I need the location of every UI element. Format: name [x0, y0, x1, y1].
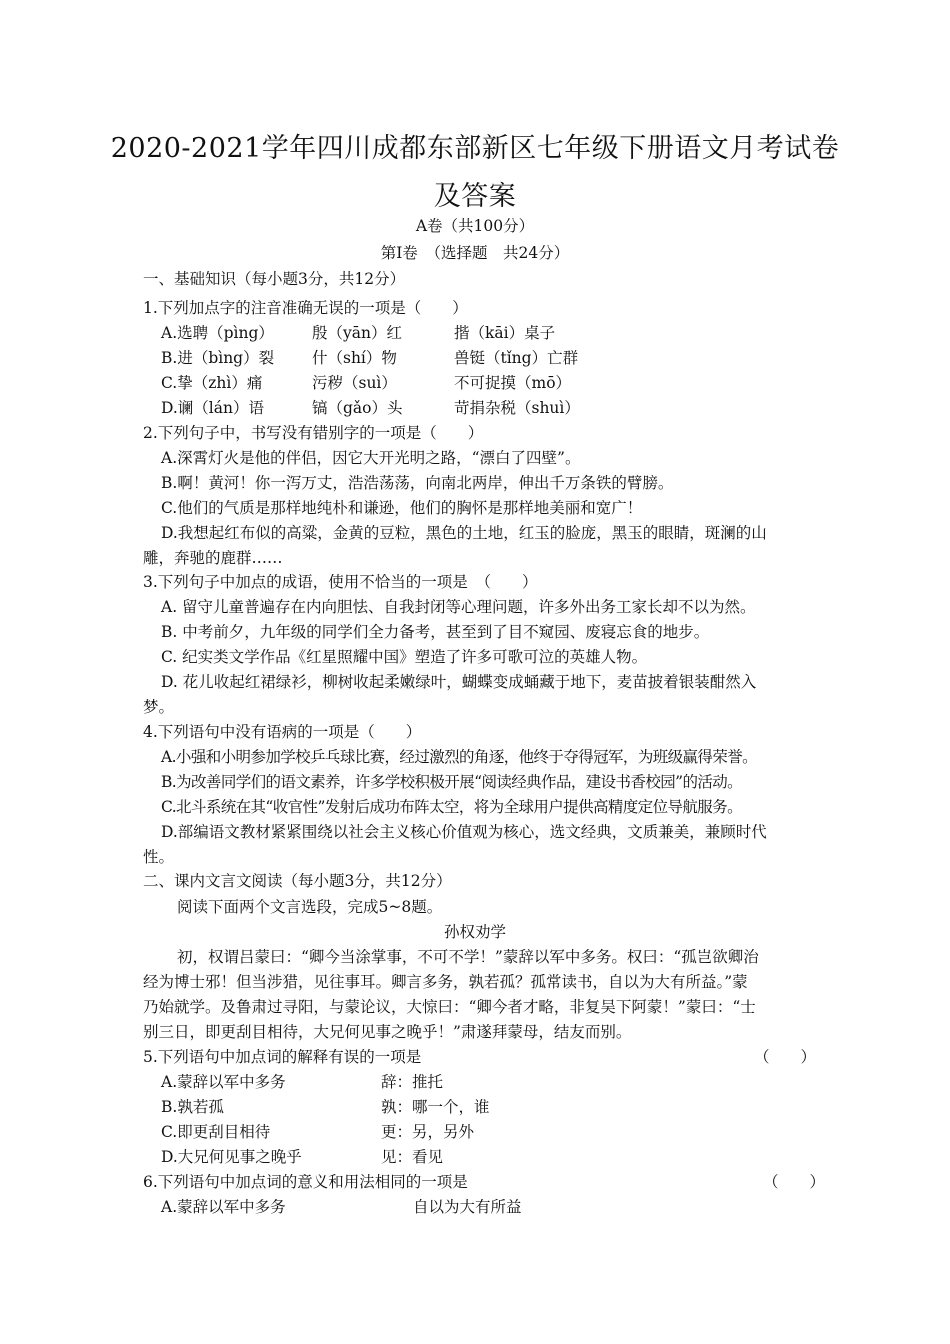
- q1-row-d-col2: 镐（gǎo）头: [312, 399, 403, 417]
- q2-option-a: A.深霄灯火是他的伴侣，因它大开光明之路，“漂白了四壁”。: [161, 449, 581, 467]
- q5-row-b-gloss: 孰：哪一个，谁: [381, 1098, 490, 1116]
- section2-heading: 二、课内文言文阅读（每小题3分，共12分）: [143, 872, 452, 890]
- q4-option-c: C.北斗系统在其“收官性”发射后成功布阵太空，将为全球用户提供高精度定位导航服务。: [161, 798, 742, 816]
- q4-option-d-line2: 性。: [143, 848, 175, 866]
- q6-stem: 6.下列语句中加点词的意义和用法相同的一项是: [143, 1173, 468, 1191]
- passage-line-2: 经为博士邪！但当涉猎，见往事耳。卿言多务，孰若孤？孤常读书，自以为大有所益。”蒙: [143, 973, 748, 991]
- q1-row-a-col3: 揩（kāi）桌子: [454, 324, 556, 342]
- q6-answer-paren: （ ）: [763, 1173, 826, 1191]
- q3-option-c: C. 纪实类文学作品《红星照耀中国》塑造了许多可歌可泣的英雄人物。: [161, 648, 648, 666]
- q2-option-c: C.他们的气质是那样地纯朴和谦逊，他们的胸怀是那样地美丽和宽广！: [161, 499, 643, 517]
- q5-row-d-gloss: 见：看见: [381, 1148, 444, 1166]
- q1-row-b-col2: 什（shí）物: [312, 349, 397, 367]
- q1-row-c-col1: C.挚（zhì）痛: [161, 374, 263, 392]
- q2-stem: 2.下列句子中，书写没有错别字的一项是（ ）: [143, 424, 484, 442]
- q3-option-d-line2: 梦。: [143, 698, 175, 716]
- passage-line-3: 乃始就学。及鲁肃过寻阳，与蒙论议，大惊曰：“卿今者才略，非复吴下阿蒙！”蒙曰：“士: [143, 998, 756, 1016]
- part-header: 第Ⅰ卷 （选择题 共24分）: [380, 244, 570, 262]
- q5-row-c-sentence: C.即更刮目相待: [161, 1123, 271, 1141]
- exam-title-line1: 2020-2021学年四川成都东部新区七年级下册语文月考试卷: [110, 133, 840, 164]
- q4-option-b: B.为改善同学们的语文素养，许多学校积极开展“阅读经典作品，建设书香校园”的活动。: [161, 773, 743, 791]
- passage-title: 孙权劝学: [443, 923, 506, 941]
- q3-option-a: A. 留守儿童普遍存在内向胆怯、自我封闭等心理问题，许多外出务工家长却不以为然。: [161, 598, 756, 616]
- q2-option-d-line1: D.我想起红布似的高粱，金黄的豆粒，黑色的土地，红玉的脸庞，黑玉的眼睛，斑澜的山: [161, 524, 767, 542]
- q3-option-d-line1: D. 花儿收起红裙绿衫，柳树收起柔嫩绿叶，蝴蝶变成蛹藏于地下，麦苗披着银装酣然入: [161, 673, 757, 691]
- q1-row-a-col2: 殷（yān）红: [312, 324, 402, 342]
- q1-row-c-col2: 污秽（suì）: [312, 374, 397, 392]
- passage-line-4: 别三日，即更刮目相待，大兄何见事之晚乎！”肃遂拜蒙母，结友而别。: [143, 1023, 632, 1041]
- q1-row-c-col3: 不可捉摸（mō）: [454, 374, 572, 392]
- q4-stem: 4.下列语句中没有语病的一项是（ ）: [143, 723, 422, 741]
- q2-option-b: B.啊！黄河！你一泻万丈，浩浩荡荡，向南北两岸，伸出千万条铁的臂膀。: [161, 474, 674, 492]
- q1-row-b-col1: B.进（bìng）裂: [161, 349, 275, 367]
- q1-row-a-col1: A.选聘（pìng）: [161, 324, 274, 342]
- volume-header: A卷（共100分）: [415, 217, 535, 235]
- section2-intro: 阅读下面两个文言选段，完成5~8题。: [177, 898, 443, 916]
- q4-option-d-line1: D.部编语文教材紧紧围绕以社会主义核心价值观为核心，选文经典，文质兼美，兼顾时代: [161, 823, 767, 841]
- q1-row-d-col1: D.谰（lán）语: [161, 399, 264, 417]
- q5-row-a-sentence: A.蒙辞以军中多务: [161, 1073, 286, 1091]
- section1-heading: 一、基础知识（每小题3分，共12分）: [143, 270, 406, 288]
- q2-option-d-line2: 雕，奔驰的鹿群……: [143, 549, 283, 567]
- q5-stem: 5.下列语句中加点词的解释有误的一项是: [143, 1048, 422, 1066]
- q5-row-d-sentence: D.大兄何见事之晚乎: [161, 1148, 302, 1166]
- q5-row-a-gloss: 辞：推托: [381, 1073, 444, 1091]
- q5-row-b-sentence: B.孰若孤: [161, 1098, 224, 1116]
- q3-option-b: B. 中考前夕，九年级的同学们全力备考，甚至到了目不窥园、废寝忘食的地步。: [161, 623, 710, 641]
- q1-row-d-col3: 苛捐杂税（shuì）: [454, 399, 580, 417]
- exam-title-line2: 及答案: [433, 181, 517, 212]
- q1-stem: 1.下列加点字的注音准确无误的一项是（ ）: [143, 299, 468, 317]
- q6-row-a-sentence: A.蒙辞以军中多务: [161, 1198, 286, 1216]
- q5-answer-paren: （ ）: [754, 1048, 817, 1066]
- q4-option-a: A.小强和小明参加学校乒乓球比赛，经过激烈的角逐，他终于夺得冠军，为班级赢得荣誉。: [161, 748, 758, 766]
- q1-row-b-col3: 兽铤（tǐng）亡群: [454, 349, 579, 367]
- q6-row-a-compare: 自以为大有所益: [413, 1198, 522, 1216]
- q3-stem: 3.下列句子中加点的成语，使用不恰当的一项是 （ ）: [143, 573, 538, 591]
- passage-line-1: 初，权谓吕蒙曰：“卿今当涂掌事，不可不学！”蒙辞以军中多务。权曰：“孤岂欲卿治: [177, 948, 759, 966]
- q5-row-c-gloss: 更：另，另外: [381, 1123, 475, 1141]
